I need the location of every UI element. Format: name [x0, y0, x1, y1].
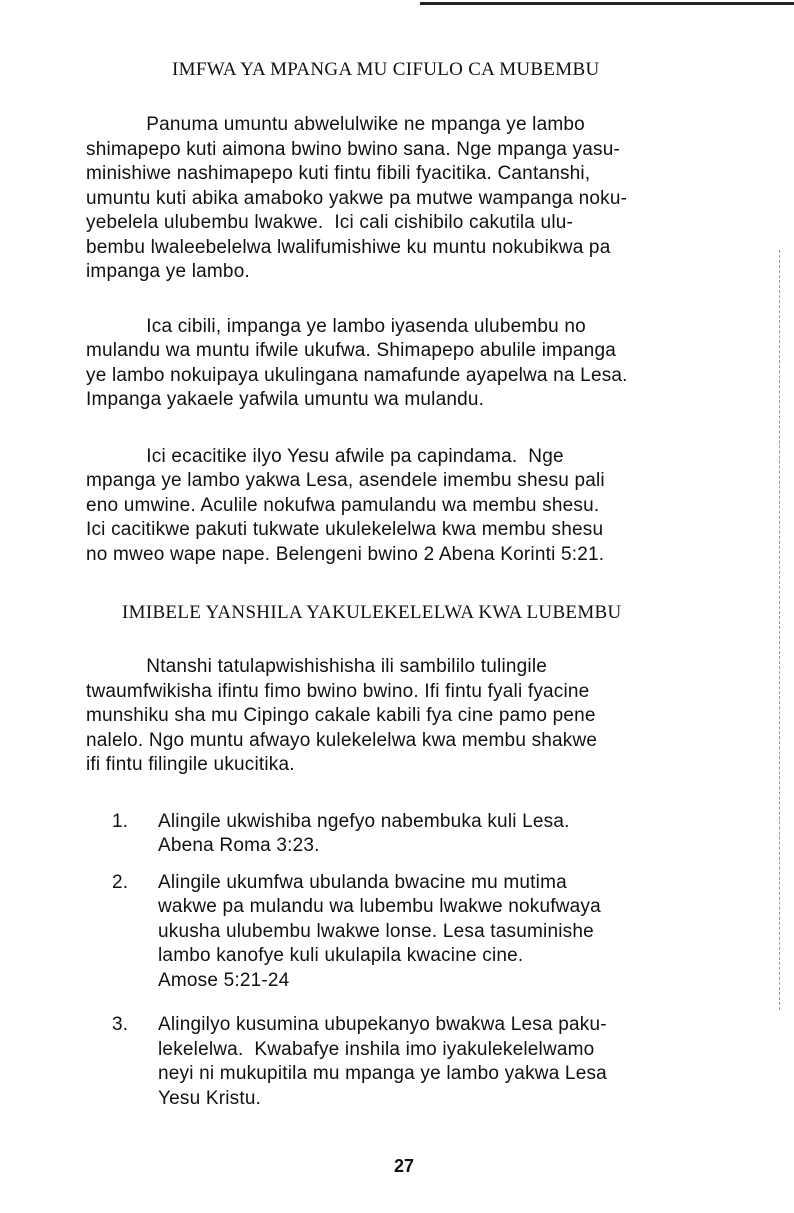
- list-number: 3.: [112, 1014, 129, 1035]
- text-line: ifi fintu filingile ukucitika.: [86, 754, 295, 775]
- page-number: 27: [394, 1156, 415, 1176]
- text-line: ukusha ulubembu lwakwe lonse. Lesa tasuminishe: [158, 920, 594, 942]
- text-line: munshiku sha mu Cipingo cakale kabili fya cine pamo pene: [86, 705, 596, 726]
- text-line: eno umwine. Aculile nokufwa pamulandu wa membu shesu.: [86, 494, 600, 516]
- text-line: Abena Roma 3:23.: [158, 835, 320, 856]
- text-line: mpanga ye lambo yakwa Lesa, asendele imembu shesu pali: [86, 470, 605, 491]
- text-line: lambo kanofye kuli ukulapila kwacine cine.: [158, 945, 524, 966]
- text-line: umuntu kuti abika amaboko yakwe pa mutwe wampanga noku-: [86, 187, 628, 209]
- text-line: Ica cibili, impanga ye lambo iyasenda ulubembu no: [86, 315, 586, 337]
- text-line: twaumfwikisha ifintu fimo bwino bwino. Ifi fintu fyali fyacine: [86, 680, 590, 702]
- text-line: wakwe pa mulandu wa lubembu lwakwe nokufwaya: [158, 896, 601, 917]
- text-line: Panuma umuntu abwelulwike ne mpanga ye lambo: [86, 114, 585, 135]
- text-line: bembu lwaleebelelwa lwalifumishiwe ku muntu nokubikwa pa: [86, 236, 611, 258]
- text-line: Alingile ukwishiba ngefyo nabembuka kuli Lesa.: [158, 810, 570, 832]
- paragraph-4: [86, 655, 774, 778]
- text-line: lekelelwa. Kwabafye inshila imo iyakulekelelwamo: [158, 1038, 595, 1060]
- text-line: yebelela ulubembu lwakwe. Ici cali cishibilo cakutila ulu-: [86, 212, 574, 233]
- text-line: Amose 5:21-24: [158, 969, 290, 991]
- text-line: nalelo. Ngo muntu afwayo kulekelelwa kwa membu shakwe: [86, 729, 598, 751]
- list-item-text: [158, 1013, 607, 1111]
- list-number: 1.: [112, 810, 129, 832]
- paragraph-1: [86, 113, 774, 285]
- list-item-1: [86, 810, 774, 859]
- text-line: Ici cacitikwe pakuti tukwate ukulekelelwa kwa membu shesu: [86, 519, 604, 540]
- text-line: Alingilyo kusumina ubupekanyo bwakwa Lesa paku-: [158, 1014, 607, 1035]
- text-line: Ntanshi tatulapwishishisha ili sambililo tulingile: [86, 656, 548, 677]
- list-item-text: [158, 810, 570, 859]
- text-line: minishiwe nashimapepo kuti fintu fibili fyacitika. Cantanshi,: [86, 163, 591, 184]
- text-line: Impanga yakaele yafwila umuntu wa mulandu.: [86, 389, 485, 410]
- text-line: Alingile ukumfwa ubulanda bwacine mu mutima: [158, 871, 567, 893]
- text-line: neyi ni mukupitila mu mpanga ye lambo yakwa Lesa: [158, 1063, 607, 1084]
- text-line: no mweo wape nape. Belengeni bwino 2 Abena Korinti 5:21.: [86, 543, 605, 565]
- list-item-text: [158, 871, 601, 994]
- page-title: IMFWA YA MPANGA MU CIFULO CA MUBEMBU: [172, 59, 600, 80]
- list-item-2: [86, 871, 774, 994]
- paragraph-3: [86, 445, 774, 568]
- text-line: ye lambo nokuipaya ukulingana namafunde ayapelwa na Lesa.: [86, 364, 628, 386]
- list-number: 2.: [112, 871, 129, 893]
- section-heading: IMIBELE YANSHILA YAKULEKELELWA KWA LUBEMBU: [122, 602, 622, 623]
- paragraph-2: [86, 315, 774, 413]
- text-line: mulandu wa muntu ifwile ukufwa. Shimapepo abulile impanga: [86, 340, 616, 361]
- text-line: Ici ecacitike ilyo Yesu afwile pa capindama. Nge: [86, 445, 564, 467]
- list-item-3: [86, 1013, 774, 1111]
- text-line: Yesu Kristu.: [158, 1087, 262, 1109]
- text-line: shimapepo kuti aimona bwino bwino sana. Nge mpanga yasu-: [86, 138, 621, 160]
- text-line: impanga ye lambo.: [86, 261, 250, 282]
